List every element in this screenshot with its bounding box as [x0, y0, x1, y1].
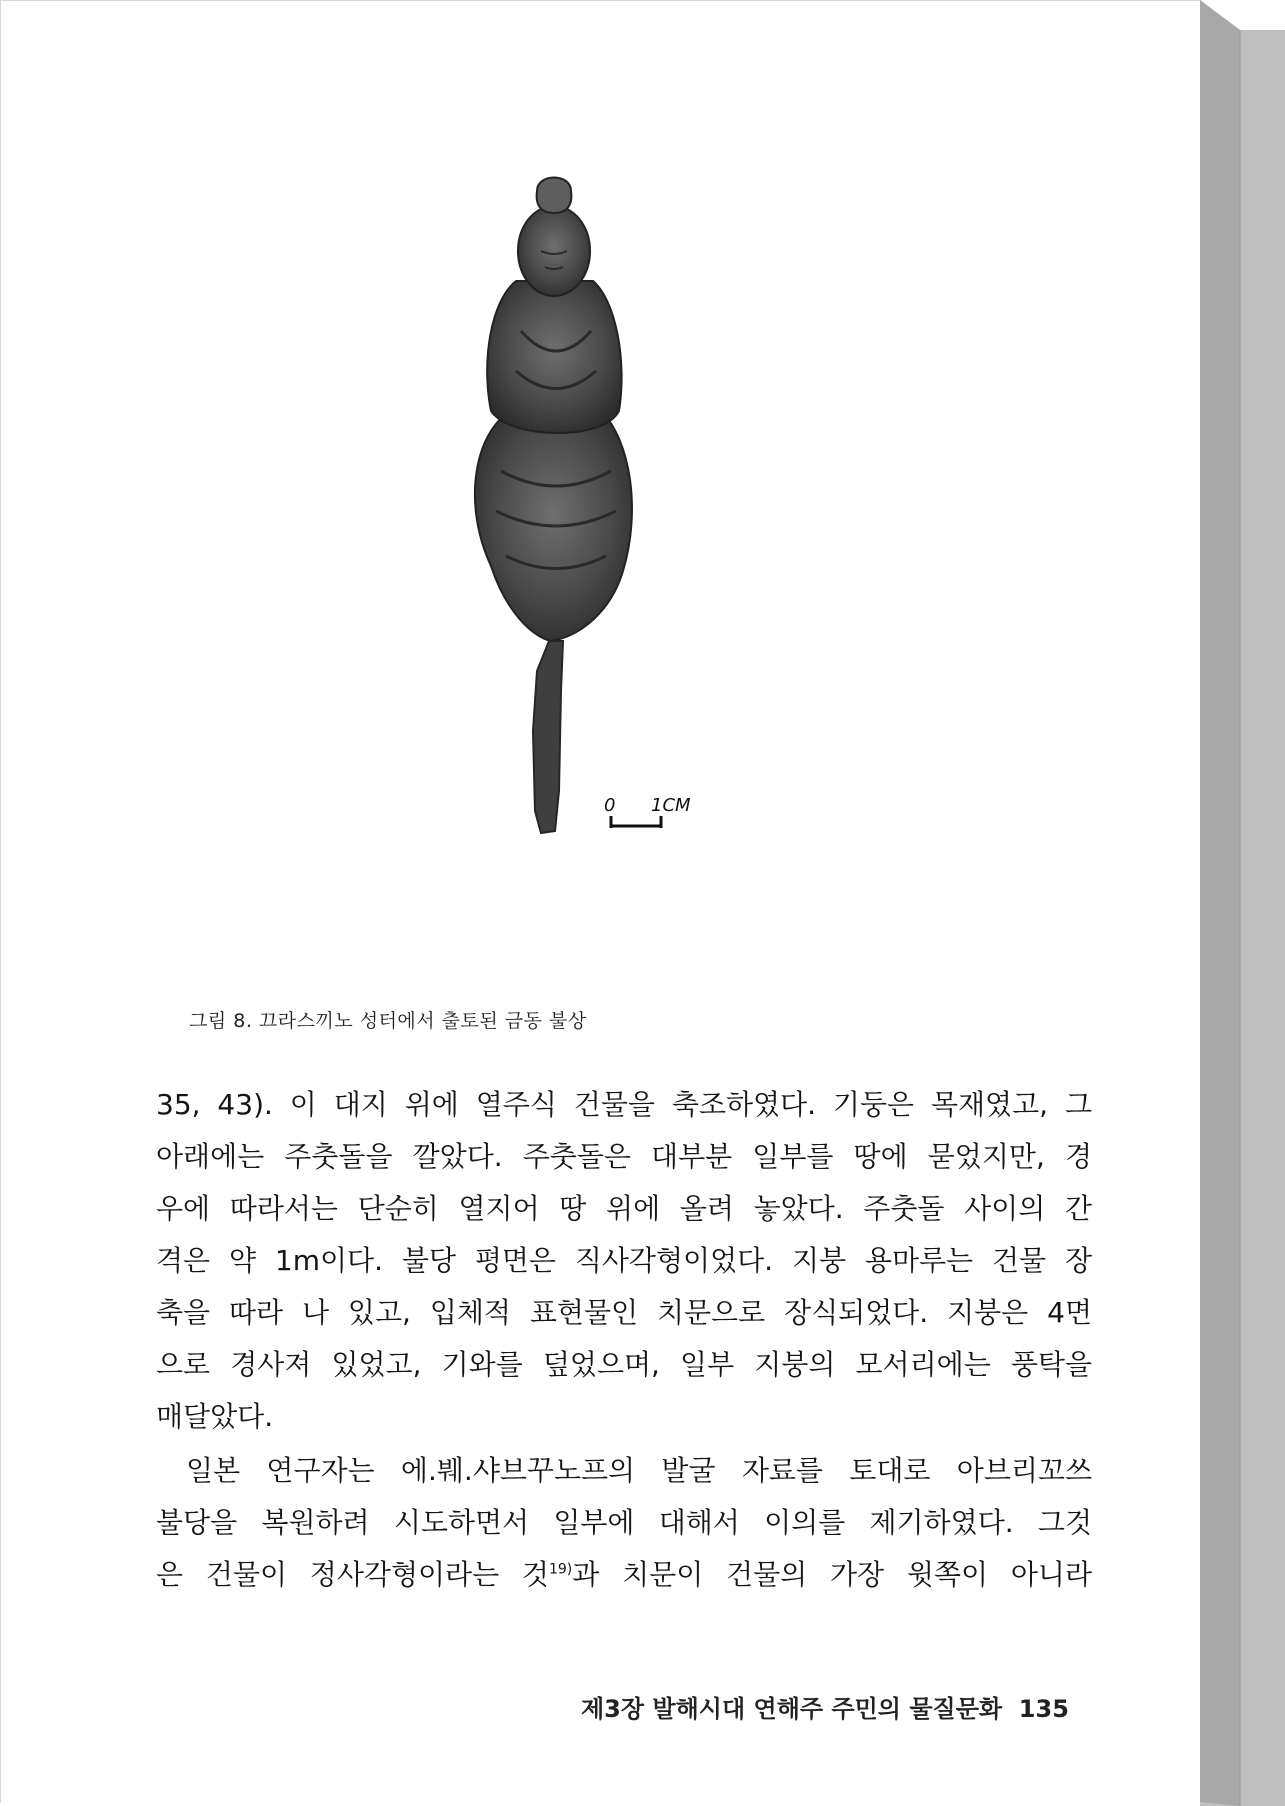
chapter-title: 제3장 발해시대 연해주 주민의 물질문화 — [581, 1695, 1003, 1723]
footnote-ref: 19) — [548, 1561, 573, 1578]
body-line-part: 은 건물이 정사각형이라는 것 — [156, 1558, 549, 1591]
buddha-statue-image — [471, 171, 801, 981]
figure-gilt-bronze-buddha — [471, 171, 801, 981]
page-number: 135 — [1018, 1695, 1069, 1723]
scale-label-zero: 0 — [604, 795, 616, 816]
body-line: 격은 약 1m이다. 불당 평면은 직사각형이었다. 지붕 용마루는 건물 장 — [156, 1244, 1092, 1277]
body-line: 축을 따라 나 있고, 입체적 표현물인 치문으로 장식되었다. 지붕은 4면 — [156, 1296, 1092, 1329]
body-line: 우에 따라서는 단순히 열지어 땅 위에 올려 놓았다. 주춧돌 사이의 간 — [156, 1192, 1092, 1225]
body-line: 으로 경사져 있었고, 기와를 덮었으며, 일부 지붕의 모서리에는 풍탁을 — [156, 1348, 1092, 1381]
book-edge — [1200, 0, 1285, 1806]
page-footer — [581, 1689, 1069, 1724]
body-line: 35, 43). 이 대지 위에 열주식 건물을 축조하였다. 기둥은 목재였고, 그 — [156, 1088, 1092, 1121]
figure-caption: 그림 8. 끄라스끼노 성터에서 출토된 금동 불상 — [189, 1010, 587, 1032]
body-line-with-footnote — [156, 1549, 1092, 1601]
body-line: 아래에는 주춧돌을 깔았다. 주춧돌은 대부분 일부를 땅에 묻었지만, 경 — [156, 1140, 1092, 1173]
body-line: 매달았다. — [156, 1400, 274, 1433]
body-line: 일본 연구자는 에.붸.샤브꾸노프의 발굴 자료를 토대로 아브리꼬쓰 — [186, 1454, 1092, 1487]
scale-label-unit: 1CM — [651, 795, 691, 816]
body-line-part: 과 치문이 건물의 가장 윗쪽이 아니라 — [572, 1558, 1092, 1591]
body-line: 불당을 복원하려 시도하면서 일부에 대해서 이의를 제기하였다. 그것 — [156, 1506, 1092, 1539]
